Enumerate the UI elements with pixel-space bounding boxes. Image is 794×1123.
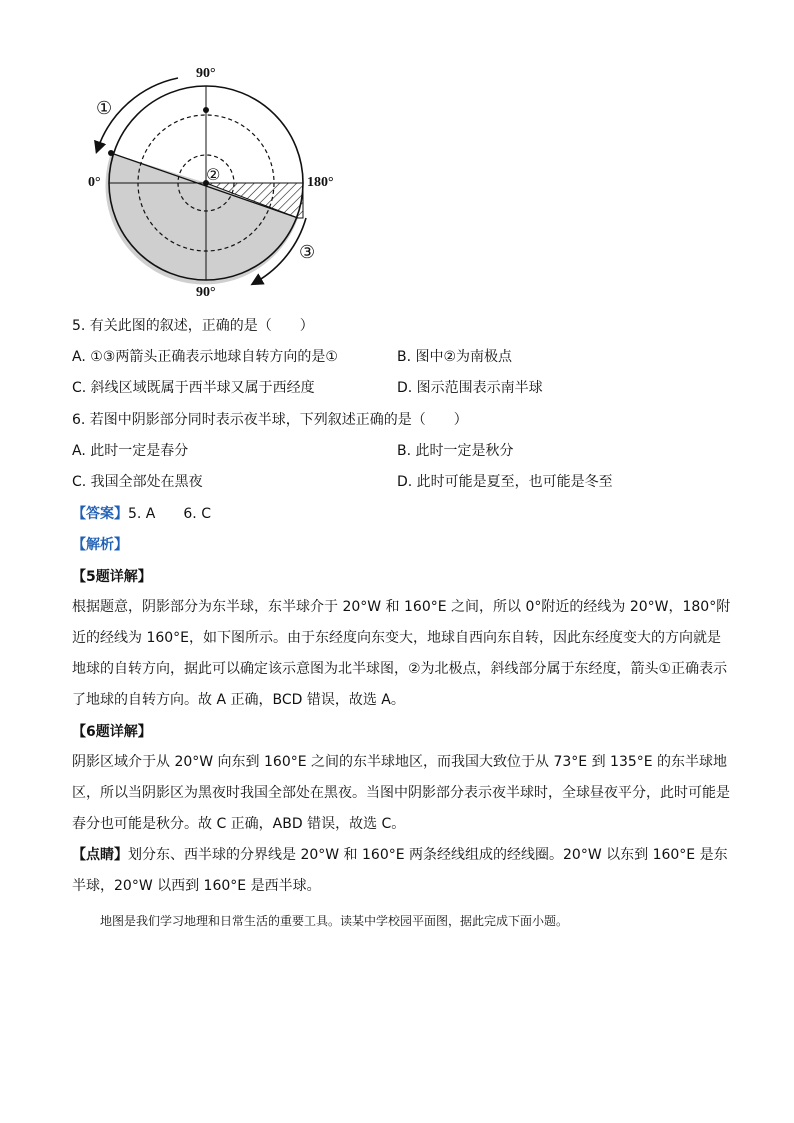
shaded-region [106, 153, 298, 284]
answer-line [72, 504, 211, 524]
center-label: ② [206, 165, 221, 184]
tip-text: 划分东、西半球的分界线是 20°W 和 160°E 两条经线组成的经线圈。20°W 以东到 160°E 是东半球，20°W 以西到 160°E 是西半球。 [72, 847, 728, 894]
q6-stem: 6. 若图中阴影部分同时表示夜半球，下列叙述正确的是（ ） [72, 412, 468, 428]
answer-tag: 【答案】 [72, 506, 128, 522]
q5-option-c: C. 斜线区域既属于西半球又属于西经度 [72, 380, 315, 396]
q5-stem: 5. 有关此图的叙述，正确的是（ ） [72, 318, 314, 334]
arrow3-label: ③ [299, 242, 316, 263]
detail5-text: 根据题意，阴影部分为东半球，东半球介于 20°W 和 160°E 之间，所以 0°附近的经线为 20°W，180°附近的经线为 160°E，如下图所示。由于东经度向东变大，地球自西向东自转，因此东经度变大的方向就是地球的自转方向，据此可以确定该示意图为北半球图，②为北极点，斜线部分属于东经度，箭头①正确表示了地球的自转方向。故 A 正确，BCD 错误，故选 A。 [72, 599, 731, 708]
detail6-text: 阴影区域介于从 20°W 向东到 160°E 之间的东半球地区，而我国大致位于从 73°E 到 135°E 的东半球地区，所以当阴影区为黑夜时我国全部处在黑夜。当图中阴影部分表示夜半球时，全球昼夜平分，此时可能是春分也可能是秋分。故 C 正确，ABD 错误，故选 C。 [72, 754, 730, 832]
tip-paragraph [72, 840, 732, 902]
q5-option-a: A. ①③两箭头正确表示地球自转方向的是① [72, 349, 338, 365]
q6-option-d: D. 此时可能是夏至，也可能是冬至 [397, 474, 613, 490]
detail6-tag: 【6题详解】 [72, 724, 152, 740]
answer-value: 5. A 6. C [128, 506, 211, 522]
tip-tag: 【点睛】 [72, 847, 128, 863]
label-left: 0° [88, 175, 101, 190]
analysis-tag: 【解析】 [72, 537, 128, 553]
next-intro: 地图是我们学习地理和日常生活的重要工具。读某中学校园平面图，据此完成下面小题。 [100, 914, 569, 928]
q5-option-d: D. 图示范围表示南半球 [397, 380, 543, 396]
q5-option-b: B. 图中②为南极点 [397, 349, 513, 365]
detail5-tag: 【5题详解】 [72, 569, 152, 585]
arrow1-label: ① [96, 98, 113, 119]
label-bottom: 90° [196, 285, 216, 300]
q6-option-c: C. 我国全部处在黑夜 [72, 474, 203, 490]
q6-option-a: A. 此时一定是春分 [72, 443, 189, 459]
label-right: 180° [307, 175, 334, 190]
label-top: 90° [196, 66, 216, 81]
q6-option-b: B. 此时一定是秋分 [397, 443, 514, 459]
